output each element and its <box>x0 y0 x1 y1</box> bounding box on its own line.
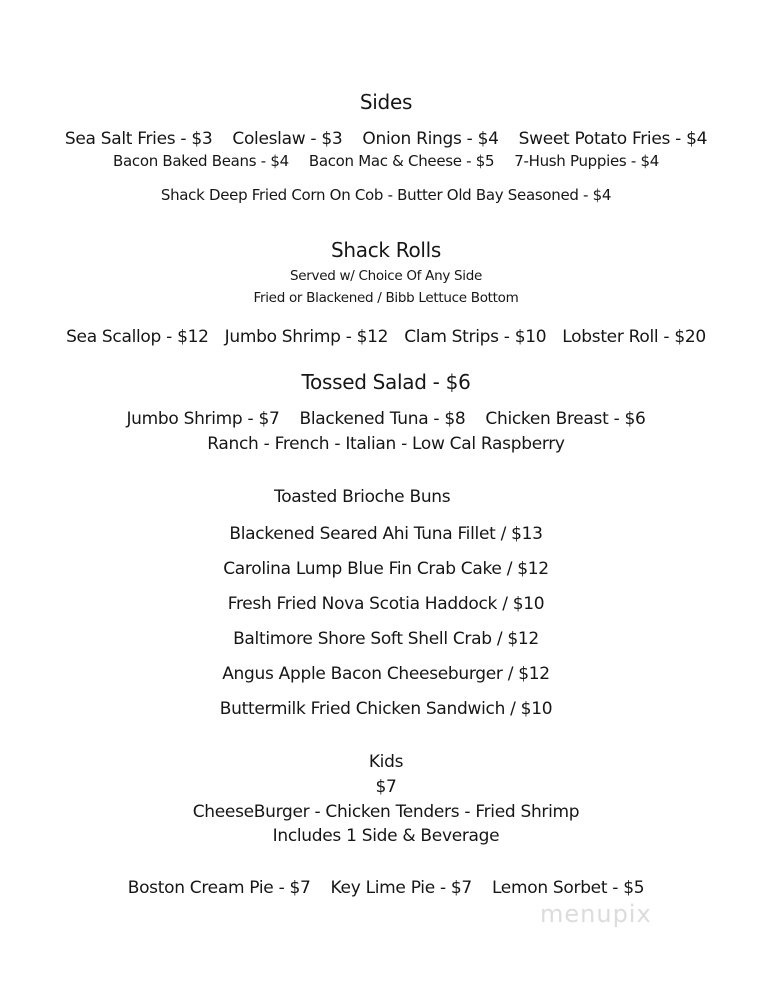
kids-note: Includes 1 Side & Beverage <box>272 826 500 846</box>
corn-item: Shack Deep Fried Corn On Cob - Butter Old Bay Seasoned - $4 <box>160 186 612 204</box>
kids-price: $7 <box>375 777 397 797</box>
menu-item: Sea Salt Fries - $3 <box>64 129 213 149</box>
menu-item: 7-Hush Puppies - $4 <box>514 152 659 170</box>
menu-item: Clam Strips - $10 <box>404 327 547 347</box>
brioche-item: Fresh Fried Nova Scotia Haddock / $10 <box>227 594 545 614</box>
sides-heading: Sides <box>359 90 413 114</box>
menu-item: Onion Rings - $4 <box>362 129 499 149</box>
shack-rolls-items <box>0 327 772 347</box>
menu-item: Blackened Tuna - $8 <box>299 409 466 429</box>
shack-rolls-heading: Shack Rolls <box>330 238 442 262</box>
menu-item: Chicken Breast - $6 <box>485 409 646 429</box>
shack-rolls-note: Fried or Blackened / Bibb Lettuce Bottom <box>253 290 519 306</box>
brioche-item: Carolina Lump Blue Fin Crab Cake / $12 <box>223 559 549 579</box>
menu-item: Key Lime Pie - $7 <box>330 878 472 898</box>
brioche-item: Buttermilk Fried Chicken Sandwich / $10 <box>219 699 553 719</box>
menu-item: Jumbo Shrimp - $12 <box>224 327 389 347</box>
brioche-item: Blackened Seared Ahi Tuna Fillet / $13 <box>229 524 543 544</box>
menu-item: Lemon Sorbet - $5 <box>491 878 645 898</box>
kids-items: CheeseBurger - Chicken Tenders - Fried Shrimp <box>192 802 580 822</box>
brioche-item: Angus Apple Bacon Cheeseburger / $12 <box>222 664 550 684</box>
watermark-logo: menupix <box>540 900 652 928</box>
menu-item: Sea Scallop - $12 <box>66 327 209 347</box>
menu-item: Coleslaw - $3 <box>232 129 343 149</box>
menu-item: Bacon Baked Beans - $4 <box>113 152 289 170</box>
menu-item: Lobster Roll - $20 <box>562 327 706 347</box>
menu-item: Jumbo Shrimp - $7 <box>126 409 280 429</box>
kids-heading: Kids <box>368 752 404 772</box>
brioche-heading: Toasted Brioche Buns <box>274 487 451 507</box>
desserts-row <box>0 878 772 898</box>
menu-item: Sweet Potato Fries - $4 <box>518 129 708 149</box>
salad-heading: Tossed Salad - $6 <box>301 370 471 394</box>
shack-rolls-note: Served w/ Choice Of Any Side <box>289 268 482 284</box>
sides-row-1 <box>0 129 772 149</box>
menu-item: Boston Cream Pie - $7 <box>127 878 311 898</box>
salad-dressings: Ranch - French - Italian - Low Cal Raspberry <box>207 434 565 454</box>
sides-row-2 <box>0 152 772 170</box>
salad-items <box>0 409 772 429</box>
brioche-item: Baltimore Shore Soft Shell Crab / $12 <box>233 629 539 649</box>
menu-item: Bacon Mac & Cheese - $5 <box>308 152 495 170</box>
